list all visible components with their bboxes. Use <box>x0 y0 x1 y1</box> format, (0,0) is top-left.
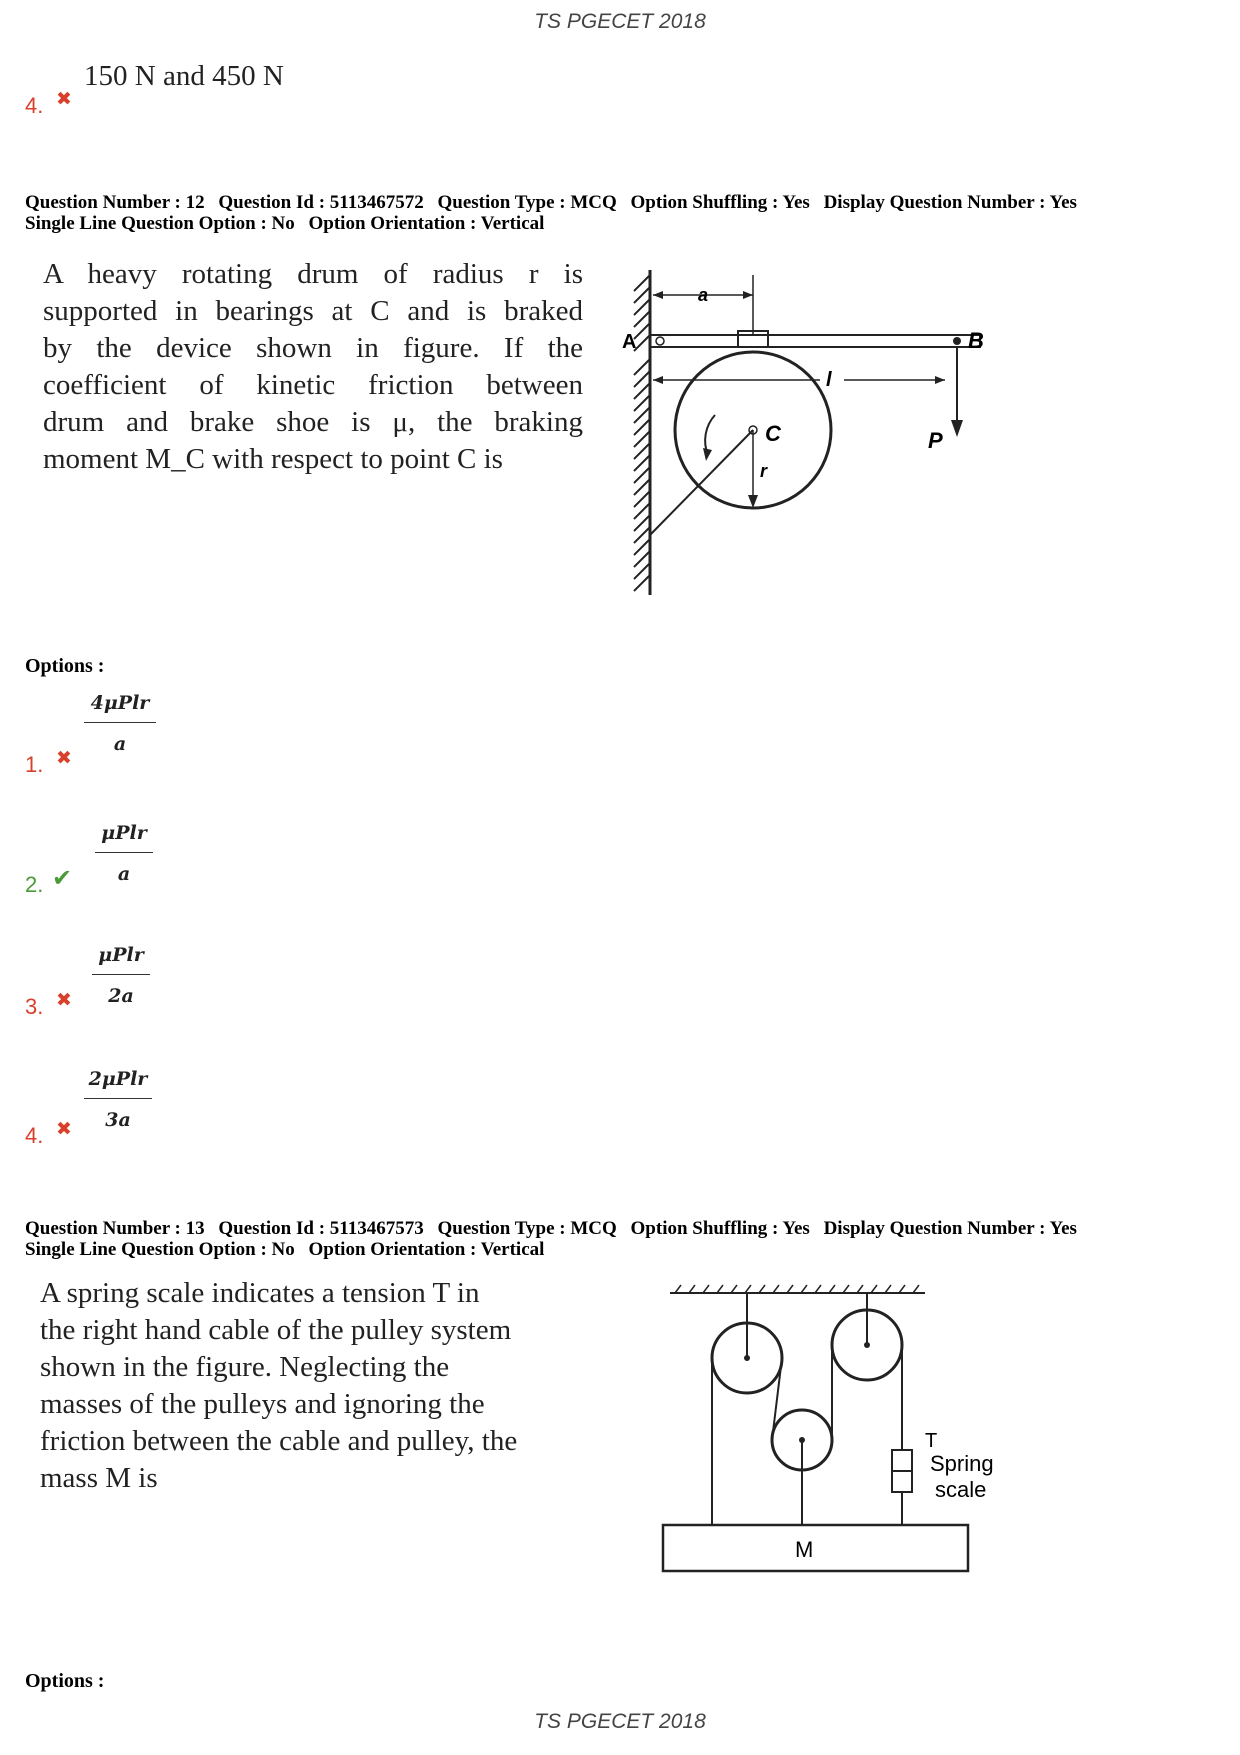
q12-question-text <box>43 256 583 478</box>
q12-option-3-numerator: μPlr <box>92 944 150 975</box>
q13-question-number: Question Number : 13 <box>25 1218 205 1239</box>
q12-line-4: coefficient of kinetic friction between <box>43 369 583 401</box>
pulley-system-figure <box>655 1275 1035 1585</box>
q13-line-5: friction between the cable and pulley, the <box>40 1425 518 1457</box>
q12-question-type: Question Type : MCQ <box>437 192 617 213</box>
q12-option-2-numerator: μPlr <box>95 822 153 853</box>
label-spring: Spring <box>930 1451 994 1476</box>
check-icon: ✔ <box>52 864 73 892</box>
q13-single-line-option: Single Line Question Option : No <box>25 1239 295 1260</box>
q12-line-1: A heavy rotating drum of radius r is <box>43 258 583 290</box>
q12-question-id: Question Id : 5113467572 <box>218 192 424 213</box>
q12-option-2-denominator: a <box>117 863 131 885</box>
q12-question-number: Question Number : 12 <box>25 192 205 213</box>
q12-line-5: drum and brake shoe is μ, the braking <box>43 406 583 438</box>
q12-option-4-numerator: 2μPlr <box>84 1068 152 1099</box>
brake-drum-figure <box>620 265 1020 605</box>
label-l: l <box>826 369 832 391</box>
label-B: B <box>968 328 984 353</box>
cross-icon: ✖ <box>56 88 72 110</box>
q13-line-3: shown in the figure. Neglecting the <box>40 1351 450 1383</box>
q12-line-2: supported in bearings at C and is braked <box>43 295 583 327</box>
q12-option-3-number: 3. <box>25 994 44 1019</box>
q13-option-orientation: Option Orientation : Vertical <box>308 1239 545 1260</box>
q12-option-1-numerator: 4μPlr <box>84 692 156 723</box>
q12-option-4-denominator: 3a <box>105 1109 131 1131</box>
q13-question-id: Question Id : 5113467573 <box>218 1218 424 1239</box>
label-r: r <box>760 461 768 481</box>
q12-option-3-denominator: 2a <box>108 985 134 1007</box>
q12-option-1-number: 1. <box>25 752 44 777</box>
q12-line-6: moment M_C with respect to point C is <box>43 443 503 475</box>
q12-option-1[interactable] <box>84 692 156 755</box>
q12-option-4[interactable] <box>84 1068 152 1131</box>
prev-option-4-text: 150 N and 450 N <box>84 60 284 92</box>
q13-meta <box>25 1218 1086 1260</box>
q13-meta-line2 <box>25 1239 1086 1260</box>
q13-line-1: A spring scale indicates a tension T in <box>40 1277 480 1309</box>
q12-option-orientation: Option Orientation : Vertical <box>308 213 545 234</box>
q12-single-line-option: Single Line Question Option : No <box>25 213 295 234</box>
q12-option-4-number: 4. <box>25 1123 44 1148</box>
q12-option-2-number: 2. <box>25 872 44 897</box>
q13-question-text <box>40 1275 580 1497</box>
q12-meta <box>25 192 1086 234</box>
q12-options-label: Options : <box>25 655 105 677</box>
q13-question-type: Question Type : MCQ <box>437 1218 617 1239</box>
q12-line-3: by the device shown in figure. If the <box>43 332 583 364</box>
label-a: a <box>698 285 709 305</box>
q12-meta-line1 <box>25 192 1086 213</box>
q12-meta-line2 <box>25 213 1086 234</box>
q13-options-label: Options : <box>25 1670 105 1692</box>
label-C: C <box>765 421 781 446</box>
page-header: TS PGECET 2018 <box>534 10 706 33</box>
cross-icon: ✖ <box>56 989 72 1011</box>
ceiling-hatching <box>675 1285 919 1293</box>
wall-hatching <box>634 275 650 591</box>
q13-line-2: the right hand cable of the pulley system <box>40 1314 512 1346</box>
label-P: P <box>928 428 943 453</box>
cross-icon: ✖ <box>56 1118 72 1140</box>
q13-option-shuffling: Option Shuffling : Yes <box>630 1218 810 1239</box>
q13-meta-line1 <box>25 1218 1086 1239</box>
q12-option-1-denominator: a <box>113 733 127 755</box>
cross-icon: ✖ <box>56 747 72 769</box>
label-A: A <box>622 331 637 353</box>
q13-line-4: masses of the pulleys and ignoring the <box>40 1388 485 1420</box>
q13-display-number: Display Question Number : Yes <box>823 1218 1077 1239</box>
label-M: M <box>795 1537 814 1562</box>
label-T: T <box>925 1430 938 1452</box>
q12-option-3[interactable] <box>92 944 150 1007</box>
page-footer: TS PGECET 2018 <box>534 1710 706 1733</box>
q12-display-number: Display Question Number : Yes <box>823 192 1077 213</box>
prev-option-4-number: 4. <box>25 93 44 118</box>
q13-line-6: mass M is <box>40 1462 158 1494</box>
q12-option-2[interactable] <box>95 822 153 885</box>
label-scale: scale <box>935 1477 987 1502</box>
q12-option-shuffling: Option Shuffling : Yes <box>630 192 810 213</box>
